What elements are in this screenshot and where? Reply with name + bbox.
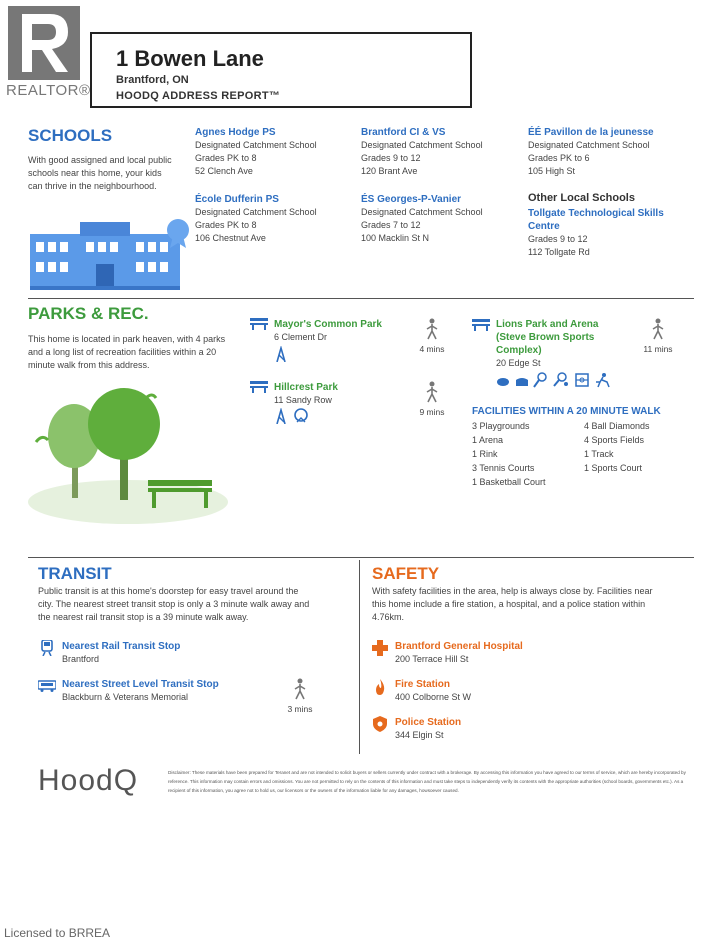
rail-transit-stop-place: Brantford bbox=[62, 654, 100, 664]
park-name[interactable]: Complex) bbox=[496, 345, 542, 356]
walk-minutes: 4 mins bbox=[419, 344, 445, 354]
park-address: 20 Edge St bbox=[496, 358, 541, 368]
school-name[interactable]: ÉS Georges-P-Vanier bbox=[361, 194, 462, 205]
street-transit-stop-name[interactable]: Nearest Street Level Transit Stop bbox=[62, 679, 219, 690]
facility-item: 3 Playgrounds bbox=[472, 421, 530, 431]
park-illustration-icon bbox=[28, 384, 228, 524]
school-name[interactable]: Brantford CI & VS bbox=[361, 127, 446, 138]
walking-person-icon bbox=[293, 678, 307, 700]
facility-item: 1 Rink bbox=[472, 449, 498, 459]
park-name[interactable]: Hillcrest Park bbox=[274, 382, 338, 393]
facility-item: 4 Ball Diamonds bbox=[584, 421, 650, 431]
police-shield-icon bbox=[373, 716, 387, 732]
hospital-name[interactable]: Brantford General Hospital bbox=[395, 641, 523, 652]
facility-item: 1 Arena bbox=[472, 435, 504, 445]
safety-desc-line: With safety facilities in the area, help is always close by. Facilities near bbox=[372, 586, 653, 596]
realtor-logo bbox=[4, 6, 91, 99]
school-item bbox=[361, 193, 531, 245]
school-item bbox=[195, 193, 365, 245]
school-grades: Grades 7 to 12 bbox=[361, 220, 421, 230]
transit-desc-line: city. The nearest street transit stop is only a 3 minute walk away and bbox=[38, 599, 310, 609]
park-name-block bbox=[496, 318, 598, 370]
transit-title: TRANSIT bbox=[38, 564, 112, 583]
page-title: 1 Bowen Lane bbox=[116, 46, 264, 71]
hospital-address: 200 Terrace Hill St bbox=[395, 654, 469, 664]
playground-icon bbox=[275, 346, 287, 362]
schools-title: SCHOOLS bbox=[28, 126, 113, 145]
column-divider bbox=[359, 560, 360, 754]
schools-desc-line: With good assigned and local public bbox=[28, 155, 172, 165]
disclaimer-text: Disclaimer: These materials have been prepared for Teranet and are not intended to solicit buyers or sellers currently under contract with a brokerage. By accessing this information you have agreed to our terms of service, which are hereby incorporated by reference. This information may contain errors and omissions. You are not permitted to rely on the contents of this information and must take steps to independently verify its contents with the appropriate authorities (school boards, governments etc.). As a recipient of this information, you agree not to hold us, our licensors or the owners of the information liable for any damages, howsoever caused. bbox=[168, 770, 686, 793]
walk-minutes: 11 mins bbox=[643, 344, 673, 354]
hoodq-logo: HoodQ bbox=[38, 764, 139, 797]
school-grades: Grades PK to 6 bbox=[528, 153, 590, 163]
section-divider bbox=[28, 557, 694, 558]
realtor-wordmark: REALTOR® bbox=[6, 82, 91, 99]
address-header bbox=[90, 32, 472, 108]
school-address: 52 Clench Ave bbox=[195, 166, 253, 176]
school-type: Designated Catchment School bbox=[528, 140, 650, 150]
school-address: 100 Macklin St N bbox=[361, 233, 430, 243]
facility-item: 3 Tennis Courts bbox=[472, 463, 535, 473]
parks-description bbox=[28, 333, 248, 372]
train-icon bbox=[40, 640, 54, 656]
park-name[interactable]: Lions Park and Arena bbox=[496, 319, 599, 330]
recreation-facilities-icons bbox=[496, 372, 616, 388]
park-address: 11 Sandy Row bbox=[274, 395, 332, 405]
parks-title: PARKS & REC. bbox=[28, 304, 149, 323]
rail-transit-stop-name[interactable]: Nearest Rail Transit Stop bbox=[62, 641, 181, 652]
school-name[interactable]: Centre bbox=[528, 221, 560, 232]
other-schools-title: Other Local Schools bbox=[528, 192, 635, 204]
licensed-watermark: Licensed to BRREA bbox=[4, 926, 111, 940]
police-station-address: 344 Elgin St bbox=[395, 730, 444, 740]
section-divider bbox=[28, 298, 694, 299]
school-item bbox=[528, 126, 698, 178]
realtor-r-glyph bbox=[8, 6, 80, 80]
transit-desc-line: Public transit is at this home's doorstep for easy travel around the bbox=[38, 586, 299, 596]
safety-title: SAFETY bbox=[372, 564, 440, 583]
walk-time bbox=[636, 318, 680, 354]
park-address: 6 Clement Dr bbox=[274, 332, 328, 342]
report-label: HOODQ ADDRESS REPORT™ bbox=[116, 90, 281, 102]
facility-item: 1 Track bbox=[584, 449, 614, 459]
school-grades: Grades PK to 8 bbox=[195, 220, 257, 230]
school-name[interactable]: Tollgate Technological Skills bbox=[528, 208, 664, 219]
school-name[interactable]: ÉÉ Pavillon de la jeunesse bbox=[528, 127, 654, 138]
transit-description bbox=[38, 585, 354, 624]
safety-description bbox=[372, 585, 692, 624]
school-name[interactable]: Agnes Hodge PS bbox=[195, 127, 276, 138]
safety-desc-line: 4.76km. bbox=[372, 612, 405, 622]
facility-item: 4 Sports Fields bbox=[584, 435, 645, 445]
schools-desc-line: can thrive in the neighbourhood. bbox=[28, 181, 157, 191]
walking-person-icon bbox=[651, 318, 665, 340]
walk-minutes: 3 mins bbox=[287, 704, 313, 714]
school-grades: Grades 9 to 12 bbox=[361, 153, 421, 163]
walk-time bbox=[412, 318, 452, 354]
school-item bbox=[195, 126, 365, 178]
parks-desc-line: and a long list of recreation facilities within a 20 bbox=[28, 347, 217, 357]
facility-item: 1 Basketball Court bbox=[472, 477, 546, 487]
school-address: 112 Tollgate Rd bbox=[528, 247, 590, 257]
realtor-r-icon bbox=[8, 6, 80, 80]
school-address: 105 High St bbox=[528, 166, 576, 176]
fire-station-name[interactable]: Fire Station bbox=[395, 679, 451, 690]
school-type: Designated Catchment School bbox=[361, 140, 483, 150]
school-building-icon bbox=[30, 212, 190, 292]
bus-icon bbox=[38, 680, 56, 692]
facilities-title: FACILITIES WITHIN A 20 MINUTE WALK bbox=[472, 406, 661, 417]
school-grades: Grades PK to 8 bbox=[195, 153, 257, 163]
school-name[interactable]: École Dufferin PS bbox=[195, 194, 279, 205]
park-name[interactable]: (Steve Brown Sports bbox=[496, 332, 595, 343]
safety-desc-line: this home include a fire station, a hospital, and a police station within bbox=[372, 599, 646, 609]
facilities-list-right bbox=[584, 419, 650, 475]
walking-person-icon bbox=[425, 318, 439, 340]
parks-desc-line: minute walk from this address. bbox=[28, 360, 150, 370]
police-station-name[interactable]: Police Station bbox=[395, 717, 462, 728]
walk-time bbox=[280, 678, 320, 714]
walk-time bbox=[412, 381, 452, 417]
facilities-list-left bbox=[472, 419, 546, 489]
schools-desc-line: schools near this home, your kids bbox=[28, 168, 162, 178]
street-transit-stop-place: Blackburn & Veterans Memorial bbox=[62, 692, 189, 702]
school-address: 106 Chestnut Ave bbox=[195, 233, 266, 243]
schools-description bbox=[28, 154, 198, 193]
school-type: Designated Catchment School bbox=[195, 207, 317, 217]
walking-person-icon bbox=[425, 381, 439, 403]
bench-icon bbox=[250, 318, 268, 330]
school-address: 120 Brant Ave bbox=[361, 166, 418, 176]
other-schools bbox=[528, 192, 698, 259]
bench-icon bbox=[250, 381, 268, 393]
facility-item: 1 Sports Court bbox=[584, 463, 643, 473]
playground-and-basketball-icons bbox=[275, 408, 309, 424]
school-type: Designated Catchment School bbox=[195, 140, 317, 150]
school-grades: Grades 9 to 12 bbox=[528, 234, 588, 244]
parks-desc-line: This home is located in park heaven, with 4 parks bbox=[28, 334, 226, 344]
city-label: Brantford, ON bbox=[116, 74, 189, 86]
bench-icon bbox=[472, 319, 490, 331]
fire-icon bbox=[374, 679, 386, 695]
school-type: Designated Catchment School bbox=[361, 207, 483, 217]
fire-station-address: 400 Colborne St W bbox=[395, 692, 472, 702]
hospital-cross-icon bbox=[372, 640, 388, 656]
transit-desc-line: the nearest rail transit stop is a 39 minute walk away. bbox=[38, 612, 249, 622]
school-item bbox=[361, 126, 531, 178]
park-name[interactable]: Mayor's Common Park bbox=[274, 319, 382, 330]
walk-minutes: 9 mins bbox=[419, 407, 445, 417]
